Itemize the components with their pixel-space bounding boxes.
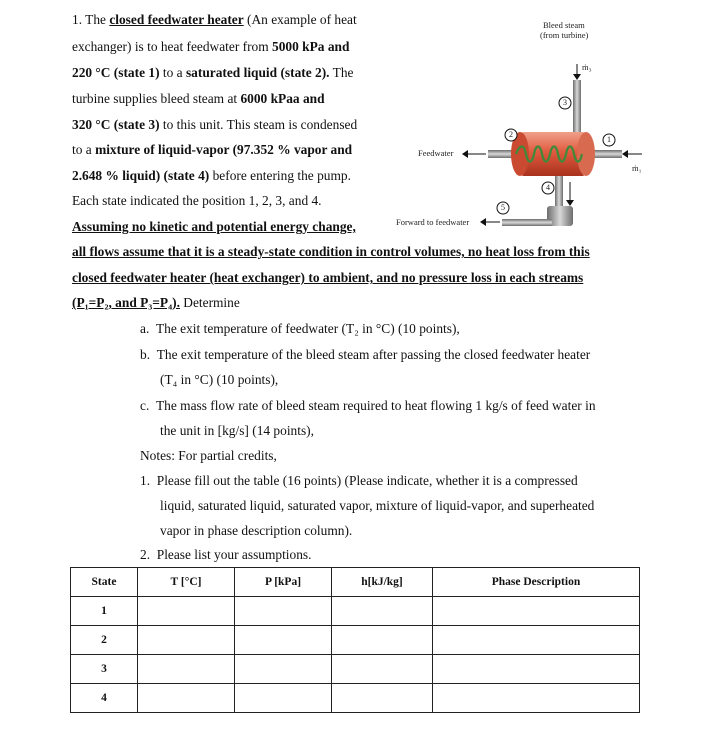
table-row <box>71 684 640 713</box>
table-row <box>71 655 640 684</box>
problem-line-7 <box>72 168 351 184</box>
enthalpy-cell[interactable] <box>332 597 433 626</box>
item-c-1 <box>140 398 596 414</box>
item-b-2 <box>160 372 278 388</box>
text: to a <box>72 142 96 157</box>
pump-outlet-pipe <box>502 219 552 226</box>
text: 6000 kPaa and <box>240 91 325 106</box>
temperature-cell[interactable] <box>138 626 235 655</box>
pressure-cell[interactable] <box>235 655 332 684</box>
problem-line-12 <box>72 295 240 311</box>
problem-line-11 <box>72 270 583 286</box>
state-cell: 3 <box>71 655 138 684</box>
enthalpy-cell[interactable] <box>332 655 433 684</box>
text: Assuming no kinetic and potential energy change, <box>72 219 356 234</box>
table-row <box>71 626 640 655</box>
table-header-row <box>71 568 640 597</box>
item-marker: b. <box>140 347 151 362</box>
note-1-line-2 <box>160 498 594 514</box>
phase-cell[interactable] <box>433 626 640 655</box>
feedwater-inlet-pipe <box>592 150 622 158</box>
text: (An example of heat <box>243 12 357 27</box>
text: 220 °C (state 1) <box>72 65 160 80</box>
state-table <box>70 567 640 713</box>
header-state: State <box>71 568 138 597</box>
item-text: liquid, saturated liquid, saturated vapor, mixture of liquid-vapor, and superheated <box>160 498 595 513</box>
header-enthalpy: h[kJ/kg] <box>332 568 433 597</box>
m1-label: ṁ₁ <box>632 163 642 173</box>
problem-line-5 <box>72 117 357 133</box>
bleed-steam-sublabel: (from turbine) <box>540 30 589 40</box>
text: closed feedwater heater (heat exchanger) to ambient, and no pressure loss in each streams <box>72 270 584 285</box>
item-text: The exit temperature of feedwater (T₂ in °C) (10 points), <box>156 321 460 336</box>
pressure-cell[interactable] <box>235 626 332 655</box>
text: 2.648 % liquid) (state 4) <box>72 168 210 183</box>
temperature-cell[interactable] <box>138 597 235 626</box>
state-4-number: 4 <box>546 183 550 192</box>
item-text: Please fill out the table (16 points) (Please indicate, whether it is a compressed <box>156 473 578 488</box>
text: Each state indicated the position 1, 2, 3, and 4. <box>72 193 322 208</box>
text: turbine supplies bleed steam at <box>72 91 241 106</box>
heater-term: closed feedwater heater <box>109 12 244 27</box>
item-a <box>140 321 460 337</box>
notes-text: Notes: For partial credits, <box>140 448 277 463</box>
state-3-number: 3 <box>563 98 567 107</box>
forward-label: Forward to feedwater <box>396 217 470 227</box>
table-row <box>71 597 640 626</box>
text: all flows assume that it is a steady-state condition in control volumes, no heat loss from this <box>72 244 590 259</box>
pressure-cell[interactable] <box>235 684 332 713</box>
phase-cell[interactable] <box>433 597 640 626</box>
state-cell: 2 <box>71 626 138 655</box>
state-1-number: 1 <box>607 135 611 144</box>
item-marker: 1. <box>140 473 151 488</box>
item-text: the unit in [kg/s] (14 points), <box>160 423 314 438</box>
pressure-cell[interactable] <box>235 597 332 626</box>
text: Determine <box>179 295 240 310</box>
problem-line-1 <box>72 12 357 28</box>
text: 320 °C (state 3) <box>72 117 160 132</box>
pressure-assumption: (P₁=P₂, and P₃=P₄). <box>72 295 180 310</box>
text: mixture of liquid-vapor (97.352 % vapor and <box>95 142 353 157</box>
enthalpy-cell[interactable] <box>332 626 433 655</box>
problem-number: 1. <box>72 12 83 27</box>
note-2 <box>140 547 311 563</box>
problem-line-2 <box>72 39 349 55</box>
item-c-2 <box>160 423 314 439</box>
drain-pipe <box>555 176 563 206</box>
item-text: Please list your assumptions. <box>156 547 312 562</box>
header-temperature: T [°C] <box>138 568 235 597</box>
text: saturated liquid (state 2). <box>185 65 330 80</box>
m3-label: ṁ₃ <box>582 62 592 72</box>
header-pressure: P [kPa] <box>235 568 332 597</box>
item-text: The exit temperature of the bleed steam after passing the closed feedwater heater <box>156 347 591 362</box>
problem-line-4 <box>72 91 325 107</box>
text: before entering the pump. <box>209 168 351 183</box>
heater-figure <box>392 14 654 246</box>
heater-shell <box>520 132 586 176</box>
header-phase: Phase Description <box>433 568 640 597</box>
phase-cell[interactable] <box>433 655 640 684</box>
item-marker: 2. <box>140 547 151 562</box>
text: The <box>85 12 110 27</box>
problem-line-6 <box>72 142 352 158</box>
item-text: vapor in phase description column). <box>160 523 353 538</box>
problem-line-8 <box>72 193 322 209</box>
text: 5000 kPa and <box>272 39 350 54</box>
phase-cell[interactable] <box>433 684 640 713</box>
temperature-cell[interactable] <box>138 655 235 684</box>
note-1-line-3 <box>160 523 352 539</box>
text: The <box>329 65 354 80</box>
note-1-line-1 <box>140 473 578 489</box>
text: to this unit. This steam is condensed <box>159 117 358 132</box>
problem-line-9 <box>72 219 356 235</box>
item-text: (T₄ in °C) (10 points), <box>160 372 279 387</box>
item-marker: c. <box>140 398 150 413</box>
bleed-steam-label: Bleed steam <box>543 20 585 30</box>
item-marker: a. <box>140 321 150 336</box>
problem-line-10 <box>72 244 590 260</box>
feedwater-label: Feedwater <box>418 148 454 158</box>
state-cell: 4 <box>71 684 138 713</box>
text: exchanger) is to heat feedwater from <box>72 39 273 54</box>
notes-heading <box>140 448 277 464</box>
item-b-1 <box>140 347 590 363</box>
item-text: The mass flow rate of bleed steam required to heat flowing 1 kg/s of feed water in <box>156 398 596 413</box>
state-5-number: 5 <box>501 203 505 212</box>
state-2-number: 2 <box>509 130 513 139</box>
problem-line-3 <box>72 65 353 81</box>
temperature-cell[interactable] <box>138 684 235 713</box>
heater-diagram <box>392 14 654 246</box>
state-cell: 1 <box>71 597 138 626</box>
enthalpy-cell[interactable] <box>332 684 433 713</box>
text: to a <box>159 65 186 80</box>
